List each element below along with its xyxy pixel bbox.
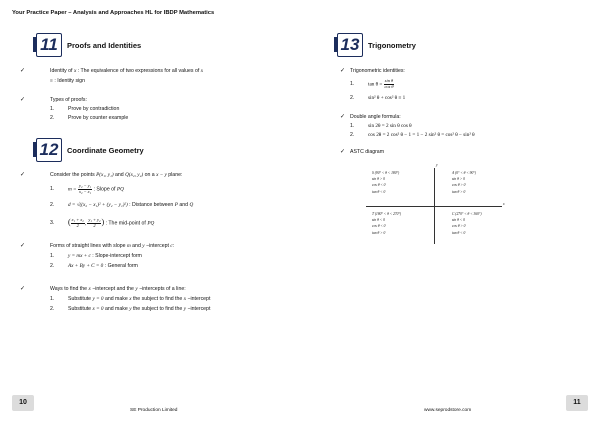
proof-type-item: 1. Prove by contradiction bbox=[50, 106, 120, 112]
section-11-header bbox=[36, 33, 141, 57]
checkmark-icon: ✓ bbox=[20, 97, 26, 103]
website-link[interactable]: www.seprodstore.com bbox=[424, 408, 472, 413]
identity-sign: ≡ : Identity sign bbox=[50, 78, 85, 84]
types-of-proofs-title: Types of proofs: bbox=[50, 97, 87, 103]
tan-identity: 1. tan θ = $\frac{\text{sin θ}}{\text{cos θ}}$ bbox=[350, 78, 394, 89]
forms-of-lines-title: Forms of straight lines with slope m and y −intercept c: bbox=[50, 243, 175, 249]
checkmark-icon: ✓ bbox=[20, 286, 26, 292]
trig-identities-title: Trigonometric identities: bbox=[350, 68, 405, 74]
y-axis bbox=[434, 168, 435, 244]
line-form-item: 1. y = mx + c : Slope-intercept form bbox=[50, 253, 142, 259]
section-12-number-badge: 12 bbox=[36, 138, 62, 162]
page-number-left: 10 bbox=[12, 395, 34, 411]
checkmark-icon: ✓ bbox=[340, 68, 346, 74]
document-title: Your Practice Paper – Analysis and Approaches HL for IBDP Mathematics bbox=[12, 10, 215, 16]
quadrant-c: C (270° < θ < 360°) sin θ < 0 cos θ > 0 tan θ < 0 bbox=[452, 212, 482, 235]
checkmark-icon: ✓ bbox=[20, 68, 26, 74]
quadrant-a: A (0° < θ < 90°) sin θ > 0 cos θ > 0 tan θ > 0 bbox=[452, 171, 476, 194]
quadrant-t: T (180° < θ < 270°) sin θ < 0 cos θ < 0 tan θ > 0 bbox=[372, 212, 402, 235]
section-13-number-badge: 13 bbox=[337, 33, 363, 57]
section-11-number-badge: 11 bbox=[36, 33, 62, 57]
astc-diagram bbox=[366, 163, 505, 244]
double-angle-cos: 2. cos 2θ = 2 cos² θ − 1 = 1 − 2 sin² θ = cos² θ − sin² θ bbox=[350, 132, 475, 138]
quadrant-s: S (90° < θ < 180°) sin θ > 0 cos θ < 0 tan θ < 0 bbox=[372, 171, 400, 194]
intercepts-title: Ways to find the x −intercept and the y −intercepts of a line: bbox=[50, 286, 186, 292]
checkmark-icon: ✓ bbox=[20, 172, 26, 178]
checkmark-icon: ✓ bbox=[20, 243, 26, 249]
section-12-title: Coordinate Geometry bbox=[67, 145, 144, 155]
consider-points: Consider the points P(x₁, y₁) and Q(x₂, y₂) on a x − y plane: bbox=[50, 172, 183, 178]
checkmark-icon: ✓ bbox=[340, 114, 346, 120]
x-axis-label: x bbox=[503, 202, 505, 206]
identity-definition: Identity of x : The equivalence of two expressions for all values of x bbox=[50, 68, 204, 74]
checkmark-icon: ✓ bbox=[340, 149, 346, 155]
double-angle-sin: 1. sin 2θ = 2 sin θ cos θ bbox=[350, 123, 412, 129]
publisher-name: SE Production Limited bbox=[130, 408, 178, 413]
double-angle-title: Double angle formula: bbox=[350, 114, 401, 120]
distance-formula: 2. d = √((x₂ − x₁)² + (y₂ − y₁)²) : Distance between P and Q bbox=[50, 202, 194, 208]
section-13-header bbox=[337, 33, 416, 57]
proof-type-item: 2. Prove by counter example bbox=[50, 115, 129, 121]
midpoint-formula: 3. ( $\frac{\text{x₁ + x₂}}{2}$ , $\frac{\text{y₁ + y₂}}{2}$ ) : The mid-point of PQ bbox=[50, 217, 155, 228]
page-number-right: 11 bbox=[566, 395, 588, 411]
pythagorean-identity: 2. sin² θ + cos² θ ≡ 1 bbox=[350, 95, 406, 101]
intercept-method-item: 2. Substitute x = 0 and make y the subject to find the y −intercept bbox=[50, 306, 211, 312]
y-axis-label: y bbox=[436, 163, 438, 167]
astc-title: ASTC diagram bbox=[350, 149, 385, 155]
section-11-title: Proofs and Identities bbox=[67, 40, 142, 50]
line-form-item: 2. Ax + By + C = 0 : General form bbox=[50, 263, 138, 269]
section-12-header bbox=[36, 138, 144, 162]
section-13-title: Trigonometry bbox=[368, 40, 416, 50]
slope-formula: 1. m = $\frac{\text{y₂ − y₁}}{\text{x₂ − x₁}}$ : Slope of PQ bbox=[50, 183, 124, 194]
intercept-method-item: 1. Substitute y = 0 and make x the subject to find the x −intercept bbox=[50, 296, 211, 302]
